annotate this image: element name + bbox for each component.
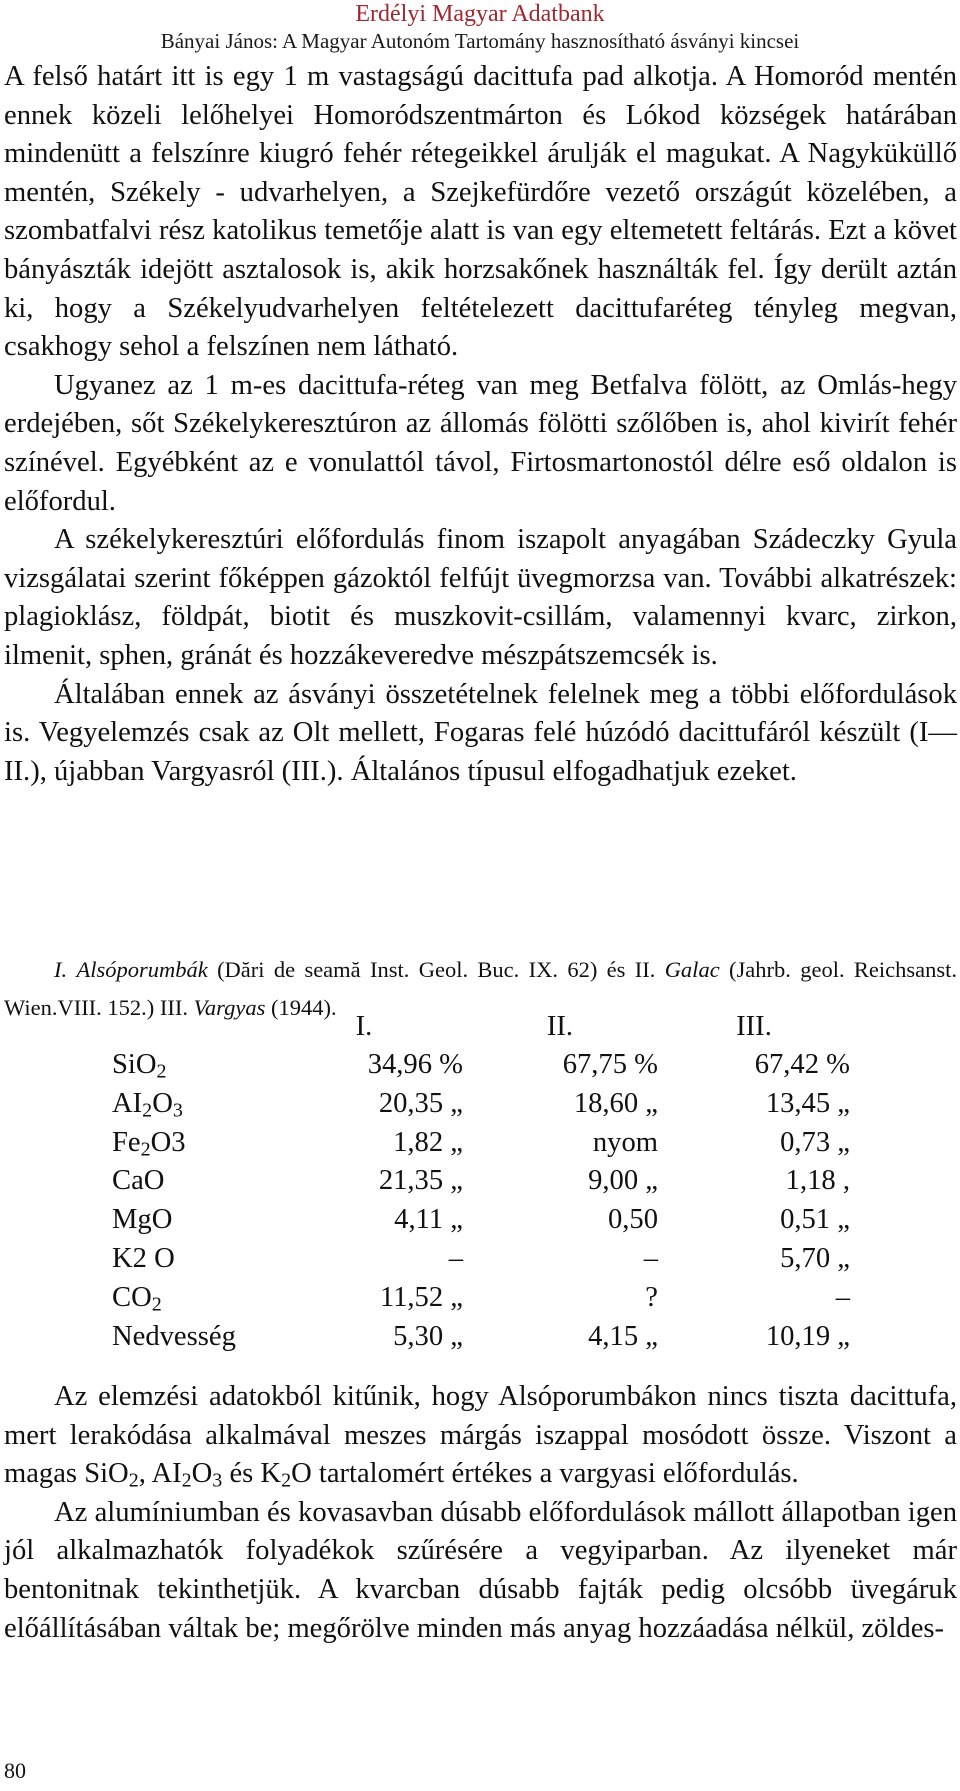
table-cell: 11,52 „	[379, 1281, 463, 1313]
row-label	[112, 1046, 167, 1084]
subscript: 3	[212, 1469, 223, 1492]
column-header: III.	[736, 1011, 772, 1042]
table-cell: nyom	[592, 1126, 658, 1158]
text-run: O	[191, 1458, 213, 1490]
table-cell: 21,35 „	[378, 1165, 463, 1197]
formula-text: AI	[112, 1087, 143, 1119]
table-cell: 34,96 %	[367, 1049, 463, 1080]
table-cell: 67,75 %	[562, 1049, 658, 1080]
table-cell: 4,15 „	[588, 1320, 658, 1352]
text-run: , AI	[138, 1458, 182, 1490]
table-cell: 0,51 „	[780, 1204, 850, 1236]
formula-text: K2 O	[112, 1243, 175, 1274]
text-run: Az elemzési adatokból kitűnik, hogy Alsóporumbákon nincs tiszta dacittufa, mert lerakódása alkalmával meszes márgás iszappal mosódott össze. Viszont a magas SiO	[4, 1381, 957, 1490]
formula-text: CO	[112, 1281, 152, 1313]
table-cell: 10,19 „	[765, 1320, 850, 1352]
conclusion-text	[4, 1378, 957, 1648]
paragraph: A székelykeresztúri előfordulás finom iszapolt anyagában Szádeczky Gyula vizsgálatai szerint főképpen gázoktól felfújt üvegmorzsa van. További alkatrészek: plagioklász, földpát, biotit és muszkovit-csillám, valamennyi kvarc, zirkon, ilmenit, sphen, gránát és hozzákeveredve mészpátszemcsék is.	[4, 524, 957, 671]
formula-text: MgO	[112, 1204, 173, 1236]
formula-text: O	[152, 1087, 173, 1119]
subscript: 2	[281, 1469, 292, 1492]
table-cell: 0,73 „	[780, 1126, 850, 1158]
subscript: 2	[181, 1469, 192, 1492]
row-label	[112, 1279, 162, 1317]
table-cell: 5,30 „	[393, 1320, 463, 1352]
text-run: és K	[222, 1458, 282, 1490]
paragraph: Ugyanez az 1 m-es dacittufa-réteg van meg Betfalva fölött, az Omlás-hegy erdejében, sőt Székelykeresztúron az állomás fölötti szőlőben is, ahol kivirít fehér színével. Egyébként az e vonulattól távol, Firtosmartonostól délre eső oldalon is előfordul.	[4, 369, 957, 517]
paragraph: Általában ennek az ásványi összetételnek felelnek meg a többi előfordulások is. Vegyelemzés csak az Olt mellett, Fogaras felé húzódó dacittufáról készült (I—II.), újabban Vargyasról (III.). Általános típusul elfogadhatjuk ezeket.	[4, 678, 957, 787]
table-cell: 1,18 ,	[785, 1165, 850, 1197]
formula-text: Fe	[112, 1126, 141, 1158]
subscript: 2	[156, 1060, 167, 1083]
paragraph: A felső határt itt is egy 1 m vastagságú dacittufa pad alkotja. A Homoród mentén ennek közeli lelőhelyei Homoródszentmárton és Lókod községek határában mindenütt a felszínre kiugró fehér rétegeikkel árulják el magukat. A Nagyküküllő mentén, Székely - udvarhelyen, a Szejkefürdőre vezető országút közelében, a szombatfalvi rész katolikus temetője alatt is van egy eltemetett feltárás. Ezt a követ bányászták idejött asztalosok is, akik horzsakőnek használták fel. Így derült aztán ki, hogy a Székelyudvarhelyen feltételezett dacittufaréteg tényleg megvan, csakhogy sehol a felszínen nem látható.	[4, 61, 957, 363]
table-cell: 18,60 „	[573, 1087, 658, 1119]
subscript: 2	[140, 1137, 151, 1160]
ref-label: I.	[54, 957, 68, 982]
table-cell: 0,50	[607, 1204, 658, 1236]
table-cell: 20,35 „	[378, 1087, 463, 1119]
formula-text: Nedvesség	[112, 1320, 236, 1352]
formula-text: SiO	[112, 1049, 157, 1080]
table-cell: 9,00 „	[588, 1165, 658, 1197]
paragraph	[4, 1378, 957, 1494]
table-cell: –	[643, 1243, 658, 1274]
row-label	[112, 1240, 175, 1278]
table-cell: 1,82 „	[393, 1126, 463, 1158]
subscript: 3	[172, 1099, 183, 1122]
formula-text: O3	[150, 1126, 186, 1158]
ref-place: Alsóporumbák	[76, 957, 208, 982]
table-cell: 67,42 %	[754, 1049, 850, 1080]
formula-text: CaO	[112, 1165, 165, 1197]
chemical-analysis-table	[0, 1000, 960, 1380]
table-cell: ?	[645, 1281, 658, 1313]
table-cell: 13,45 „	[765, 1087, 850, 1119]
ref-year: (1944).	[270, 995, 337, 1020]
site-title[interactable]: Erdélyi Magyar Adatbank	[355, 1, 605, 27]
paragraph: Az alumíniumban és kovasavban dúsabb előfordulások mállott állapotban igen jól alkalmazhatók folyadékok szűrésére a vegyiparban. Az ilyeneket már bentonitnak tekinthetjük. A kvarcban dúsabb fajták pedig olcsóbb üvegáruk előállításában váltak be; megőrölve minden más anyag hozzáadása nélkül, zöldes-	[4, 1496, 957, 1644]
subscript: 2	[128, 1469, 139, 1492]
ref-source: (Jahrb. geol. Reichsanst. Wien.VIII. 152.) III.	[4, 957, 958, 1020]
ref-place: Vargyas	[193, 995, 266, 1020]
ref-place: Galac	[664, 957, 720, 982]
row-label	[112, 1318, 236, 1356]
column-header: II.	[546, 1011, 574, 1042]
table-cell: –	[448, 1243, 463, 1274]
page-number: 80	[4, 1758, 26, 1783]
table-cell: 4,11 „	[394, 1204, 463, 1236]
table-cell: –	[835, 1281, 850, 1313]
row-label	[112, 1085, 183, 1123]
row-label	[112, 1162, 164, 1200]
ref-source: (Dări de seamă Inst. Geol. Buc. IX. 62) és II.	[217, 957, 656, 982]
column-header: I.	[355, 1011, 373, 1042]
body-text	[4, 58, 957, 791]
row-label	[112, 1124, 186, 1162]
subscript: 2	[151, 1293, 162, 1316]
table-cell: 5,70 „	[780, 1243, 850, 1274]
subscript: 2	[142, 1099, 153, 1122]
text-run: O tartalomért értékes a vargyasi előfordulás.	[291, 1458, 799, 1490]
row-label	[112, 1201, 172, 1239]
running-title: Bányai János: A Magyar Autonóm Tartomány hasznosítható ásványi kincsei	[160, 29, 800, 53]
